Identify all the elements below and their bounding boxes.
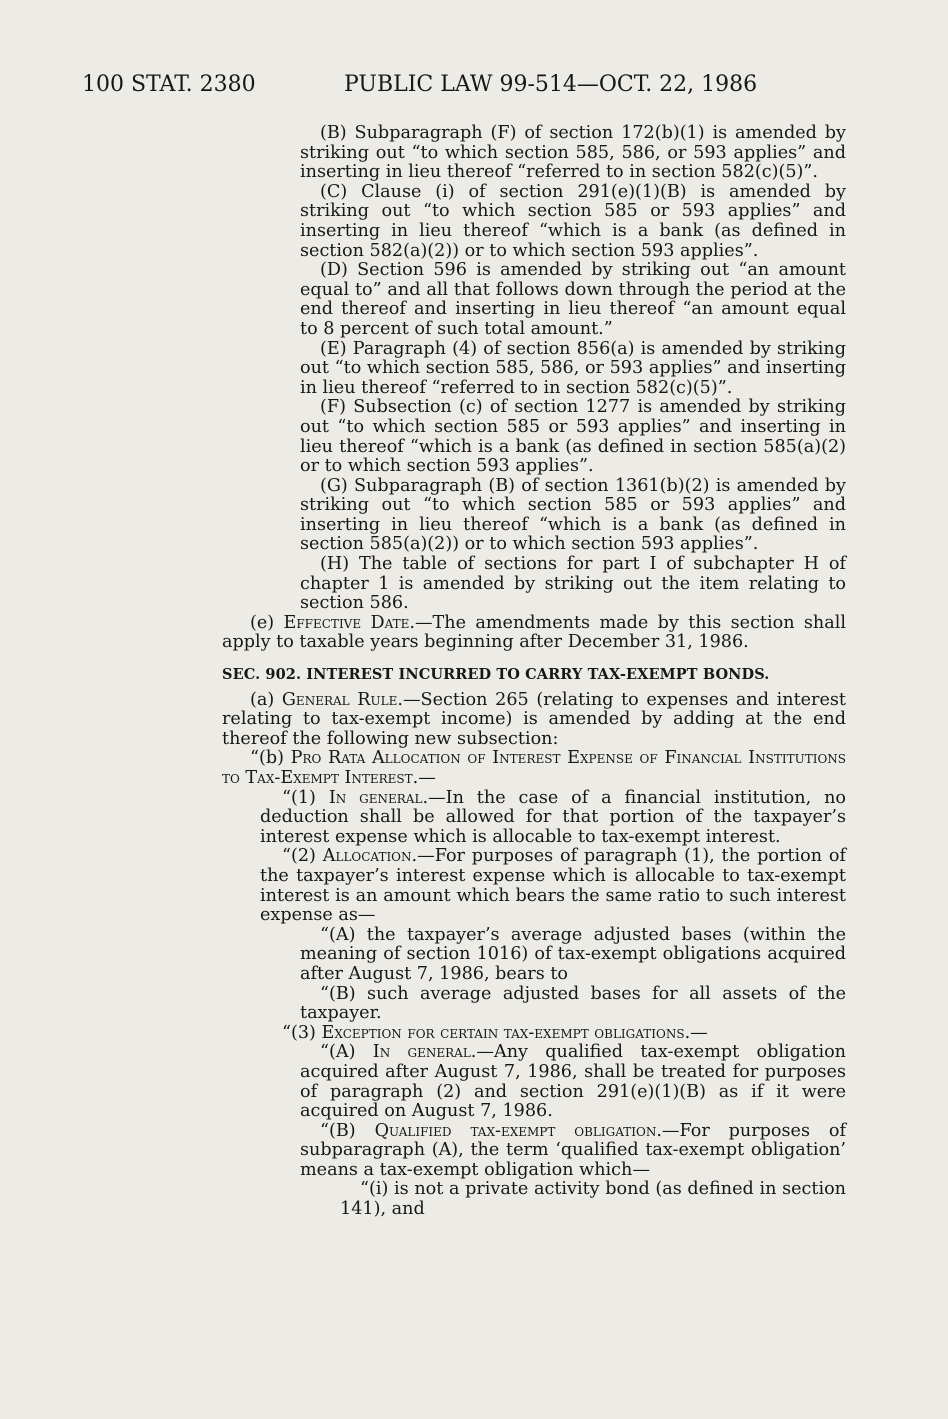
item-3A-paragraph bbox=[222, 1043, 846, 1121]
paragraph-G: (G) Subparagraph (B) of section 1361(b)(2) is amended by striking out “to which section 585 or 593 applies” and inserting in lieu thereof “which is a bank (as defined in section 585(a)(2)) or to which section 593 applies”. bbox=[300, 475, 846, 555]
item-2A-paragraph: “(A) the taxpayer’s average adjusted bases (within the meaning of section 1016) of tax-exempt obligations acquired after August 7, 1986, bears to bbox=[300, 924, 846, 984]
item-3A-prefix: “(A) bbox=[320, 1042, 373, 1063]
item-1-label: In general bbox=[328, 787, 423, 808]
item-2-label: Allocation bbox=[322, 846, 412, 867]
effective-date-label: Effective Date bbox=[283, 612, 410, 633]
item-3-label: Exception for certain tax-exempt obligations bbox=[321, 1022, 685, 1043]
effective-date-prefix: (e) bbox=[250, 612, 284, 633]
item-1-prefix: “(1) bbox=[282, 787, 329, 808]
item-3B-label: Qualified tax-exempt obligation bbox=[374, 1120, 657, 1141]
item-2-paragraph bbox=[222, 847, 846, 925]
item-3A-text: .—Any qualified tax-exempt obligation acquired after August 7, 1986, shall be treated for purposes of paragraph (2) and section 291(e)(1)(B) as if it were acquired on August 7, 1986. bbox=[300, 1042, 846, 1122]
item-3A-label: In general bbox=[372, 1042, 471, 1063]
item-2-text: .—For purposes of paragraph (1), the portion of the taxpayer’s interest expense which is allocable to tax-exempt interest is an amount which bears the same ratio to such interest expense as— bbox=[260, 846, 846, 926]
subsection-b-prefix: “(b) bbox=[250, 748, 291, 769]
page-header bbox=[82, 72, 868, 102]
general-rule-label: General Rule bbox=[281, 689, 398, 710]
general-rule-text: .—Section 265 (relating to expenses and interest relating to tax-exempt income) is amended by adding at the end thereof the following new subsection: bbox=[222, 689, 846, 749]
item-3B-text: .—For purposes of subparagraph (A), the term ‘qualified tax-exempt obligation’ means a tax-exempt obligation which— bbox=[300, 1120, 846, 1180]
item-1-text: .—In the case of a financial institution, no deduction shall be allowed for that portion of the taxpayer’s interest expense which is allocable to tax-exempt interest. bbox=[260, 787, 847, 847]
effective-date-text: .—The amendments made by this section shall apply to taxable years beginning after December 31, 1986. bbox=[222, 612, 846, 653]
item-3-text: .— bbox=[684, 1022, 708, 1043]
subsection-b-label: Pro Rata Allocation of Interest Expense of Financial Institutions to Tax-Exempt Interest bbox=[222, 748, 846, 788]
general-rule-prefix: (a) bbox=[250, 689, 282, 710]
paragraph-D: (D) Section 596 is amended by striking out “an amount equal to” and all that follows down through the period at the end thereof and inserting in lieu thereof “an amount equal to 8 percent of such total amount.” bbox=[300, 260, 846, 339]
general-rule-paragraph bbox=[222, 691, 846, 750]
subsection-b-heading bbox=[222, 749, 846, 788]
item-1-paragraph bbox=[222, 789, 846, 848]
item-3B-paragraph bbox=[222, 1122, 846, 1181]
paragraph-H: (H) The table of sections for part I of subchapter H of chapter 1 is amended by striking out the item relating to section 586. bbox=[300, 554, 846, 614]
item-3Bi-paragraph: “(i) is not a private activity bond (as defined in section 141), and bbox=[340, 1179, 846, 1220]
section-heading: SEC. 902. INTEREST INCURRED TO CARRY TAX-EXEMPT BONDS. bbox=[222, 666, 770, 684]
running-title: PUBLIC LAW 99-514—OCT. 22, 1986 bbox=[344, 72, 758, 97]
subsection-b-text: .— bbox=[412, 768, 436, 788]
paragraph-B: (B) Subparagraph (F) of section 172(b)(1) is amended by striking out “to which section 585, 586, or 593 applies” and inserting in lieu thereof “referred to in section 582(c)(5)”. bbox=[300, 123, 846, 183]
item-2-prefix: “(2) bbox=[282, 846, 323, 867]
document-body bbox=[222, 124, 846, 1220]
effective-date-paragraph bbox=[222, 614, 846, 653]
paragraph-C: (C) Clause (i) of section 291(e)(1)(B) is amended by striking out “to which section 585 or 593 applies” and inserting in lieu thereof “which is a bank (as defined in section 582(a)(2)) or to which section 593 applies”. bbox=[300, 181, 846, 261]
paragraph-F: (F) Subsection (c) of section 1277 is amended by striking out “to which section 585 or 593 applies” and inserting in lieu thereof “which is a bank (as defined in section 585(a)(2) or to which section 593 applies”. bbox=[300, 397, 846, 477]
page-reference: 100 STAT. 2380 bbox=[82, 72, 256, 97]
paragraph-E: (E) Paragraph (4) of section 856(a) is amended by striking out “to which section 585, 586, or 593 applies” and inserting in lieu thereof “referred to in section 582(c)(5)”. bbox=[300, 338, 846, 398]
item-3-prefix: “(3) bbox=[282, 1022, 322, 1043]
item-3-heading bbox=[222, 1024, 846, 1044]
item-3B-prefix: “(B) bbox=[320, 1120, 375, 1141]
item-2B-paragraph: “(B) such average adjusted bases for all assets of the taxpayer. bbox=[300, 983, 846, 1024]
